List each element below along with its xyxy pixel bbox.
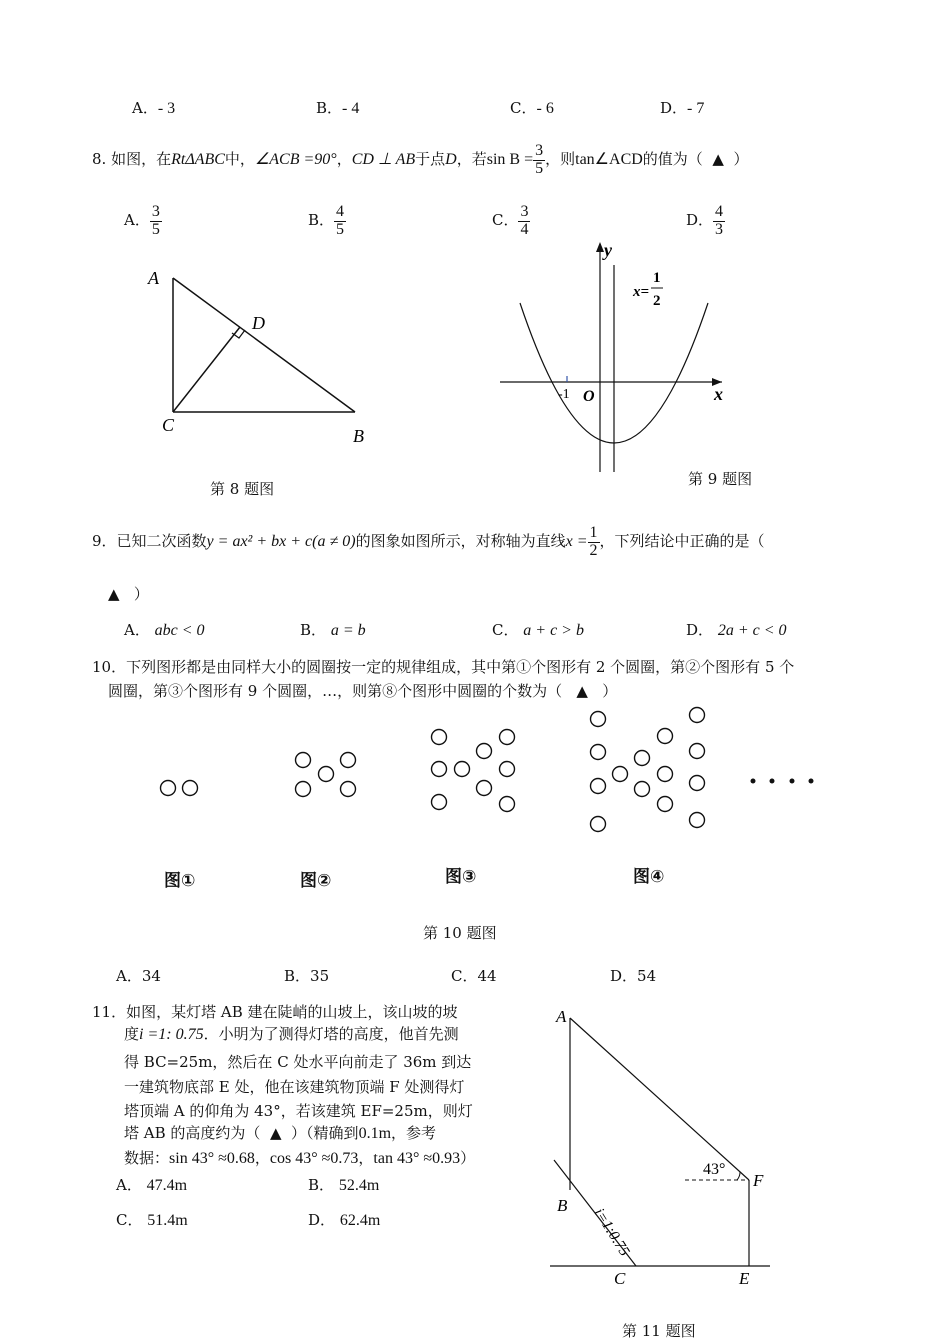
q9-axis-num: 1: [653, 270, 661, 286]
q9-axis-den: 2: [653, 293, 661, 309]
q11-slope-label: i=1:0.75: [590, 1205, 633, 1260]
q8-stem: 8. 如图，在RtΔABC中，∠ACB =90°，CD ⊥ AB于点D，若sin B = $\frac{3}{5}$ ，则tan∠ACD的值为（ ▲ ）: [92, 141, 749, 177]
q9-option-c: C． a + c > b: [492, 621, 584, 639]
q9-label-o: O: [583, 388, 595, 405]
q9-option-d: D． 2a + c < 0: [686, 621, 787, 639]
q10-label-3: 图③: [445, 867, 477, 887]
q10-option-c: C．44: [451, 967, 497, 985]
q11-label-e: E: [739, 1269, 750, 1288]
q11-line5: 塔顶端 A 的仰角为 43°，若该建筑 EF=25m，则灯: [124, 1102, 473, 1120]
q9-stem: 9．已知二次函数y = ax² + bx + c(a ≠ 0)的图象如图所示，对称轴为直线x = $\frac{1}{2}$ ，下列结论中正确的是（: [92, 523, 765, 559]
q10-stem-line2: 圆圈，第③个图形有 9 个圆圈，…，则第⑧个图形中圆圈的个数为（ ▲ ）: [108, 682, 618, 700]
q9-figure: [500, 240, 740, 480]
q10-label-1: 图①: [164, 871, 196, 891]
q8-label-c: C: [162, 415, 175, 435]
q10-option-a: A．34: [116, 967, 161, 985]
q10-stem-line1: 10．下列图形都是由同样大小的圆圈按一定的规律组成，其中第①个图形有 2 个圆圈，第②个图形有 5 个: [92, 658, 795, 676]
q11-line4: 一建筑物底部 E 处，他在该建筑物顶端 F 处测得灯: [124, 1078, 465, 1096]
q11-line6: 塔 AB 的高度约为（ ▲ ）（精确到0.1m，参考: [124, 1124, 437, 1142]
q9-caption: 第 9 题图: [688, 470, 753, 488]
q8-label-a: A: [148, 268, 159, 288]
q10-label-4: 图④: [633, 867, 665, 887]
q11-option-a: A． 47.4m: [116, 1176, 188, 1194]
q10-ellipsis-dot: [809, 779, 814, 784]
q11-caption: 第 11 题图: [622, 1322, 696, 1340]
q7-option-a: A．- 3: [132, 99, 176, 117]
q11-option-b: B． 52.4m: [308, 1176, 380, 1194]
q8-caption: 第 8 题图: [210, 480, 275, 498]
q10-caption: 第 10 题图: [423, 924, 497, 942]
q11-line1: 11．如图，某灯塔 AB 建在陡峭的山坡上，该山坡的坡: [92, 1003, 458, 1021]
q8-option-d: D． $\frac{4}{3}$: [686, 202, 724, 238]
q10-option-b: B．35: [284, 967, 330, 985]
q11-label-a: A: [556, 1007, 567, 1026]
q11-label-b: B: [557, 1196, 568, 1215]
q8-figure: [140, 260, 380, 450]
q11-figure: [540, 1000, 780, 1300]
q8-option-c: C． $\frac{3}{4}$: [492, 202, 529, 238]
q11-option-c: C． 51.4m: [116, 1211, 188, 1229]
q8-sin-fraction: $\frac{3}{5}$: [535, 141, 544, 177]
q10-label-2: 图②: [300, 871, 332, 891]
q11-line7: 数据：sin 43° ≈0.68，cos 43° ≈0.73，tan 43° ≈0.93）: [124, 1149, 476, 1167]
q9-label-minus1: -1: [558, 387, 570, 402]
q10-option-d: D．54: [610, 967, 657, 985]
q9-axis-label: x=: [633, 284, 650, 300]
q7-option-c: C．- 6: [510, 99, 554, 117]
q11-option-d: D． 62.4m: [308, 1211, 381, 1229]
q8-option-b: B． $\frac{4}{5}$: [308, 202, 345, 238]
q11-label-c: C: [614, 1269, 626, 1288]
q10-figure: [150, 700, 830, 900]
q11-line2: 度i =1: 0.75．小明为了测得灯塔的高度，他首先测: [124, 1025, 459, 1043]
q9-label-y: y: [604, 240, 612, 260]
q9-option-a: A． abc < 0: [124, 621, 205, 639]
q8-option-a: A． $\frac{3}{5}$: [124, 202, 160, 238]
q9-option-b: B． a = b: [300, 621, 366, 639]
q9-stem-end: ▲ ）: [108, 585, 149, 603]
q11-angle-label: 43°: [703, 1161, 726, 1178]
q7-option-d: D．- 7: [660, 99, 705, 117]
q9-label-x: x: [714, 384, 723, 404]
q11-label-f: F: [753, 1171, 764, 1190]
q10-ellipsis-dot: [790, 779, 795, 784]
q10-ellipsis-dot: [751, 779, 756, 784]
q7-option-b: B．- 4: [316, 99, 360, 117]
q10-ellipsis-dot: [770, 779, 775, 784]
q8-label-d: D: [252, 313, 265, 333]
q11-line3: 得 BC=25m，然后在 C 处水平向前走了 36m 到达: [124, 1053, 472, 1071]
q8-label-b: B: [353, 426, 364, 446]
